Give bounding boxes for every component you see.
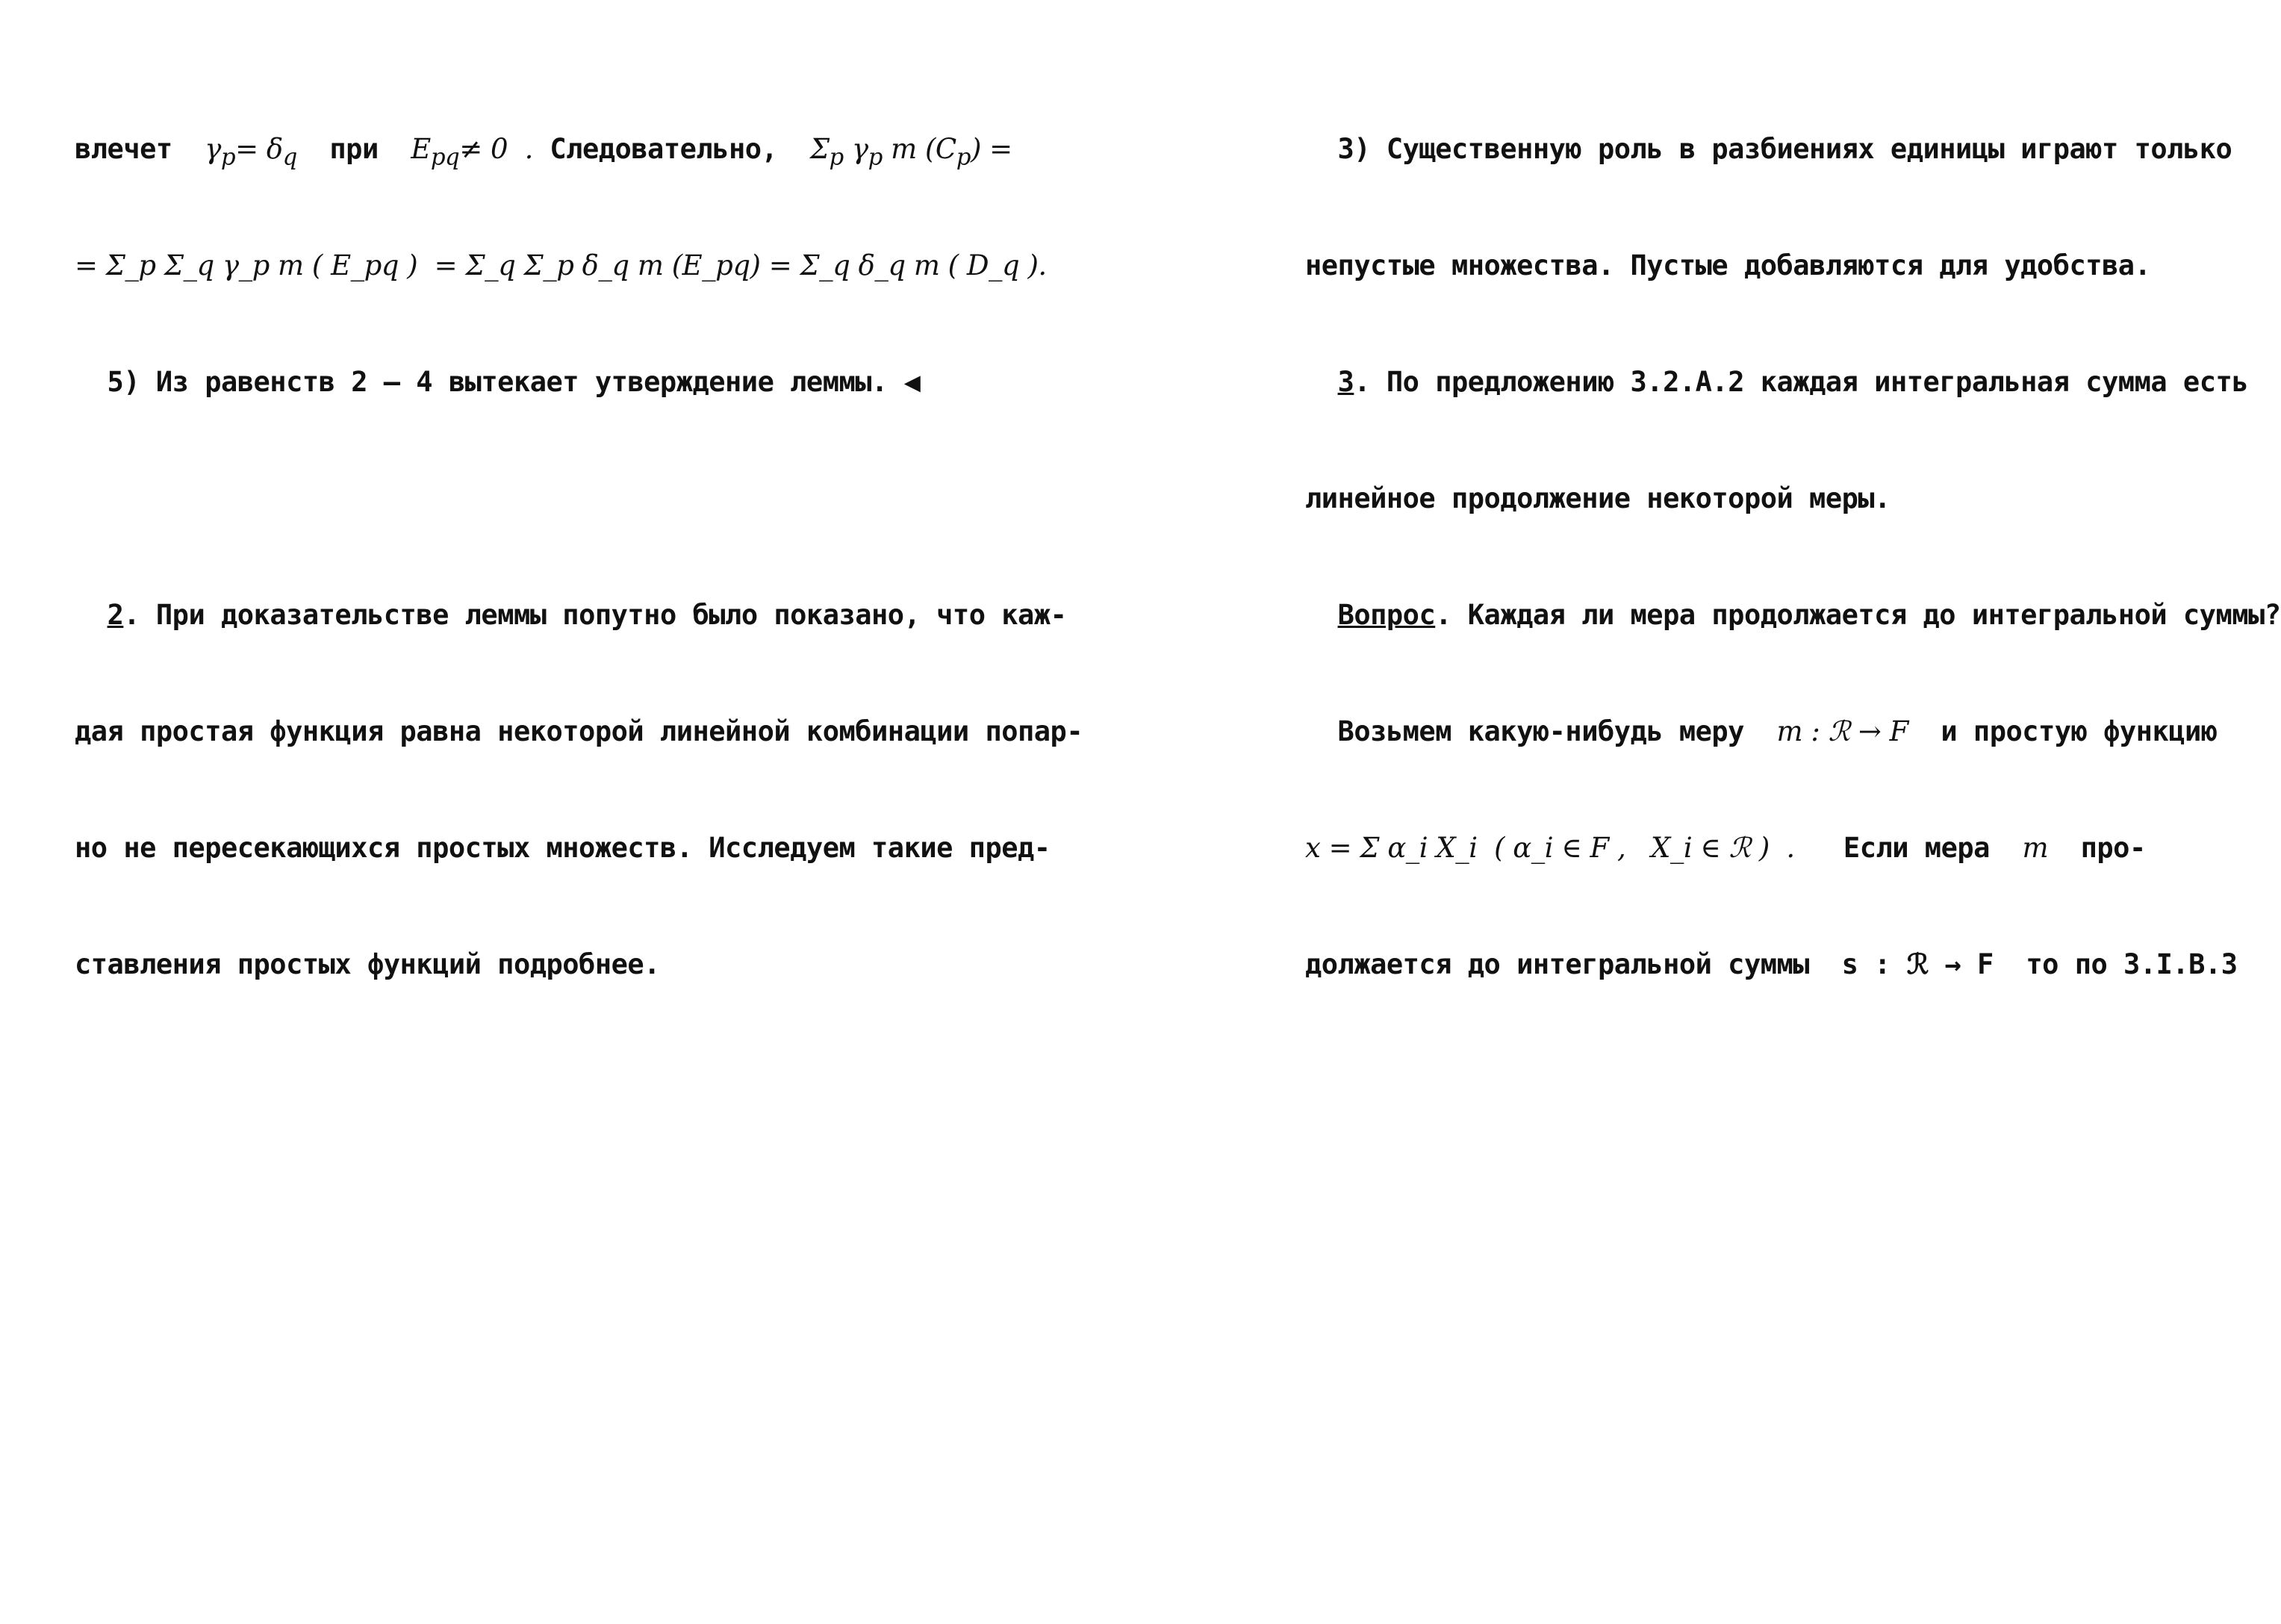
question-label: Вопрос <box>1337 599 1436 631</box>
paragraph-number: 3 <box>1337 366 1354 398</box>
paragraph-start: 3. По предложению 3.2.А.2 каждая интегральная сумма есть <box>1337 366 2249 398</box>
text-line: дая простая функция равна некоторой линейной комбинации попар- <box>75 715 1083 747</box>
math-measure: m : ℛ → F <box>1776 715 1908 747</box>
text-line: x = Σ α_i X_i ( α_i ∈ F , X_i ∈ ℛ ) . Если мера m про- <box>1305 832 2146 864</box>
text-line: непустые множества. Пустые добавляются для удобства. <box>1305 249 2151 281</box>
question-line: Вопрос. Каждая ли мера продолжается до интегральной суммы? <box>1337 599 2281 631</box>
text-line: Возьмем какую-нибудь меру m : ℛ → F и простую функцию <box>1305 715 2218 747</box>
math-simple-function: x = Σ α_i X_i ( α_i ∈ F , X_i ∈ ℛ ) . <box>1305 832 1795 864</box>
text-line: линейное продолжение некоторой меры. <box>1305 482 1891 514</box>
math-gamma: γ <box>205 133 221 165</box>
text-line: влечет $\gamma_p= \delta_q$ при $E_{pq}\ne 0$ . Следовательно, $\Sigma_p$ $\gamma_p$ m $(C_p)$ = <box>75 133 1012 171</box>
text-line: ставления простых функций подробнее. <box>75 948 660 980</box>
paragraph-number: 2 <box>107 599 124 631</box>
text-line: 3) Существенную роль в разбиениях единицы играют только <box>1305 133 2232 165</box>
text-line: но не пересекающихся простых множеств. Исследуем такие пред- <box>75 832 1051 864</box>
formula-line: = Σ_p Σ_q γ_p m ( E_pq ) = Σ_q Σ_p δ_q m (E_pq) = Σ_q δ_q m ( D_q ). <box>75 249 1047 281</box>
text-line: 5) Из равенств 2 – 4 вытекает утверждение леммы. ◀ <box>75 366 921 398</box>
math-delta: = δ <box>235 133 283 165</box>
clipped-text-line: должается до интегральной суммы s : ℛ → F то по 3.I.B.3 <box>1305 948 2238 980</box>
blank-line <box>75 479 1045 518</box>
paragraph-start: 2. При доказательстве леммы попутно было показано, что каж- <box>107 599 1067 631</box>
left-column <box>75 52 1083 1062</box>
right-column <box>1305 52 2281 980</box>
